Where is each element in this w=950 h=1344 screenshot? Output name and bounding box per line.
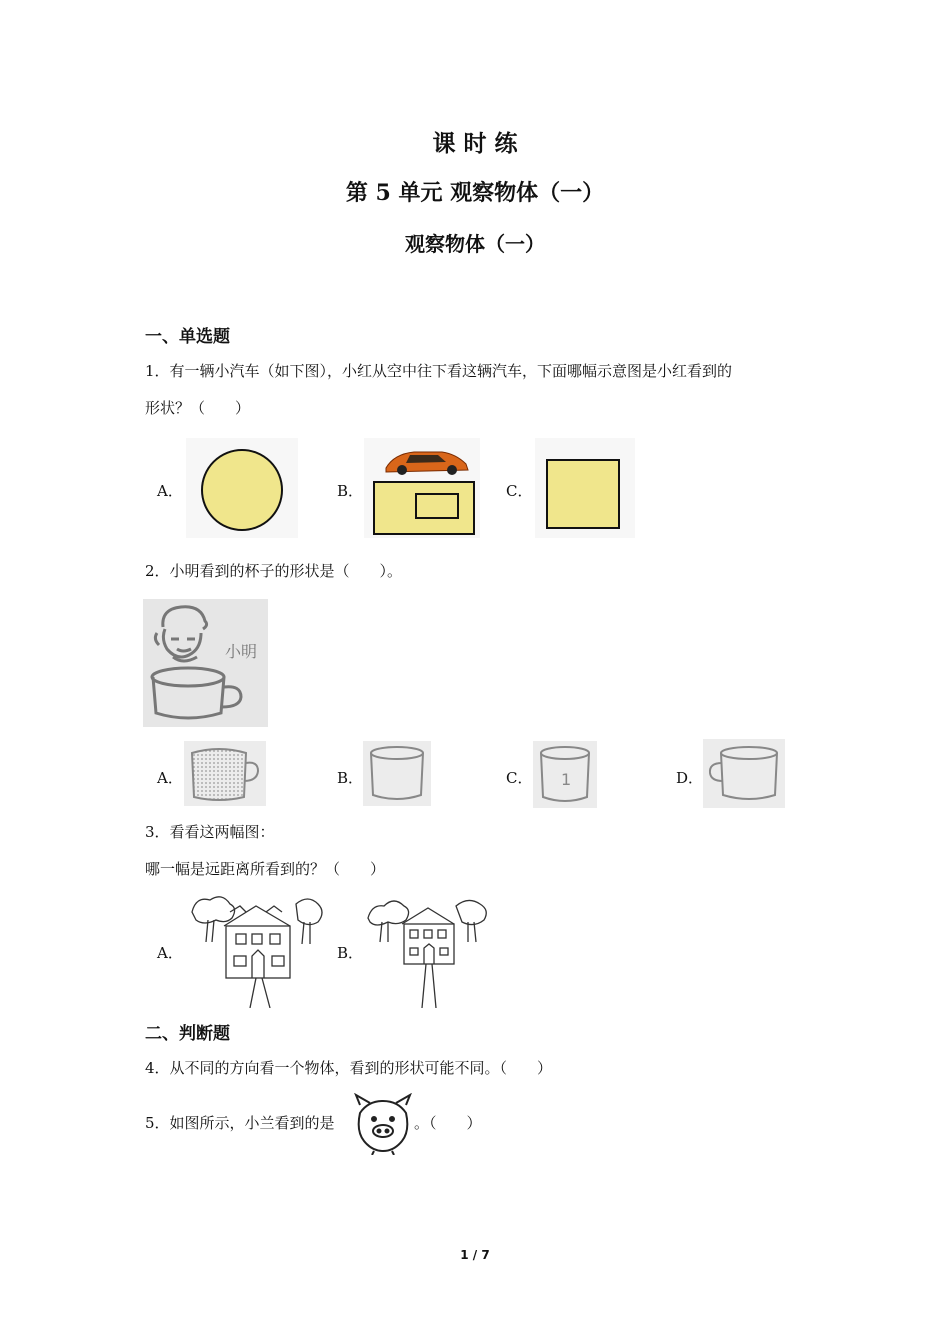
q2-option-a-label: A． — [157, 769, 183, 787]
q1-option-c-label: C． — [506, 482, 533, 500]
page-number: 1 / 7 — [460, 1248, 490, 1262]
q1-option-b-label: B． — [337, 482, 364, 500]
question-2: 2．小明看到的杯子的形状是（ ）。 — [145, 562, 403, 580]
question-3-line-1: 3．看看这两幅图： — [145, 823, 275, 841]
q3-option-b-label: B． — [337, 944, 364, 962]
q2-option-b-plain-cup-figure — [363, 741, 431, 806]
q1-option-a-circle-figure — [186, 438, 298, 538]
q2-xiaoming-with-cup-figure — [143, 599, 268, 727]
q5-pig-face-figure — [352, 1093, 414, 1155]
q2-option-d-label: D． — [676, 769, 704, 787]
q2-option-d-handle-left-cup-figure — [703, 739, 785, 808]
section-title-single-choice: 一、单选题 — [145, 327, 230, 347]
q3-option-a-label: A． — [157, 944, 183, 962]
section-title-true-false: 二、判断题 — [145, 1024, 230, 1044]
q3-option-a-near-house-figure — [186, 890, 328, 1008]
question-1-line-1: 1．有一辆小汽车（如下图），小红从空中往下看这辆汽车，下面哪幅示意图是小红看到的 — [145, 362, 733, 380]
q1-option-a-label: A． — [157, 482, 183, 500]
question-3-line-2: 哪一幅是远距离所看到的？（ ） — [145, 860, 386, 878]
cup-number-label: 1 — [561, 770, 572, 789]
document-title: 课 时 练 — [432, 130, 518, 157]
q2-option-c-numbered-cup-figure — [533, 741, 597, 808]
question-5-before: 5．如图所示，小兰看到的是 — [145, 1114, 335, 1132]
unit-title: 第 5 单元 观察物体（一） — [345, 180, 605, 206]
question-5-after: 。（ ） — [414, 1114, 482, 1132]
q2-option-b-label: B． — [337, 769, 364, 787]
lesson-title: 观察物体（一） — [405, 232, 545, 256]
q1-option-b-car-figure — [364, 438, 480, 538]
question-4: 4．从不同的方向看一个物体，看到的形状可能不同。（ ） — [145, 1059, 553, 1077]
xiaoming-label: 小明 — [225, 642, 258, 661]
q2-option-c-label: C． — [506, 769, 533, 787]
question-1-line-2: 形状？（ ） — [145, 399, 251, 417]
pig-face-icon — [356, 1095, 410, 1155]
q3-option-b-far-house-figure — [364, 890, 494, 1008]
q2-option-a-dotted-cup-figure — [184, 741, 266, 806]
q1-option-c-square-figure — [535, 438, 635, 538]
